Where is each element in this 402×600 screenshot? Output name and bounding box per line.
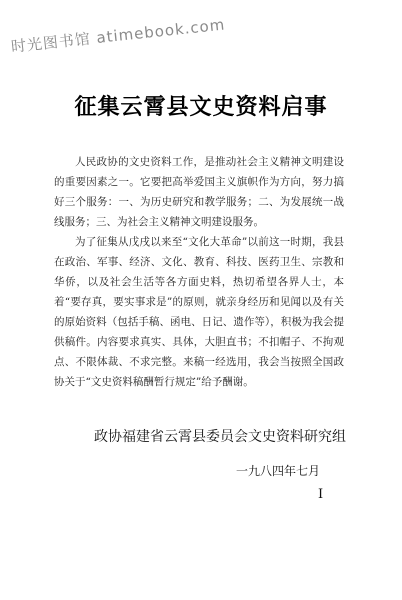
watermark: 时光图书馆 atimebook.com	[10, 15, 227, 56]
signature-date: 一九八四年七月	[236, 464, 321, 478]
page-title: 征集云霄县文史资料启事	[74, 94, 328, 120]
signature-organization: 政协福建省云霄县委员会文史资料研究组	[94, 429, 346, 445]
notice-body	[54, 152, 344, 392]
paragraph-2: 为了征集从戊戌以来至“文化大革命”以前这一时期，我县在政治、军事、经济、文化、教育、科技、医药卫生、宗教和华侨，以及社会生活等各方面史料，热切希望各界人士，本着“要存真，要实事求是”的原则，就亲身经历和见闻以及有关的原始资料（包括手稿、函电、日记、遗作等），积极为我会提供稿件。内容要求真实、具体，大胆直书；不扣帽子、不拘观点、不限体裁、不求完整。来稿一经选用，我会当按照全国政协关于“文史资料稿酬暂行规定”给予酬谢。	[54, 236, 344, 388]
page-number: I	[318, 487, 324, 502]
paragraph-1: 人民政协的文史资料工作，是推动社会主义精神文明建设的重要因素之一。它要把高举爱国主义旗帜作为方向，努力搞好三个服务：一、为历史研究和教学服务；二、为发展统一战线服务；三、为社会主义精神文明建设服务。	[54, 156, 344, 228]
